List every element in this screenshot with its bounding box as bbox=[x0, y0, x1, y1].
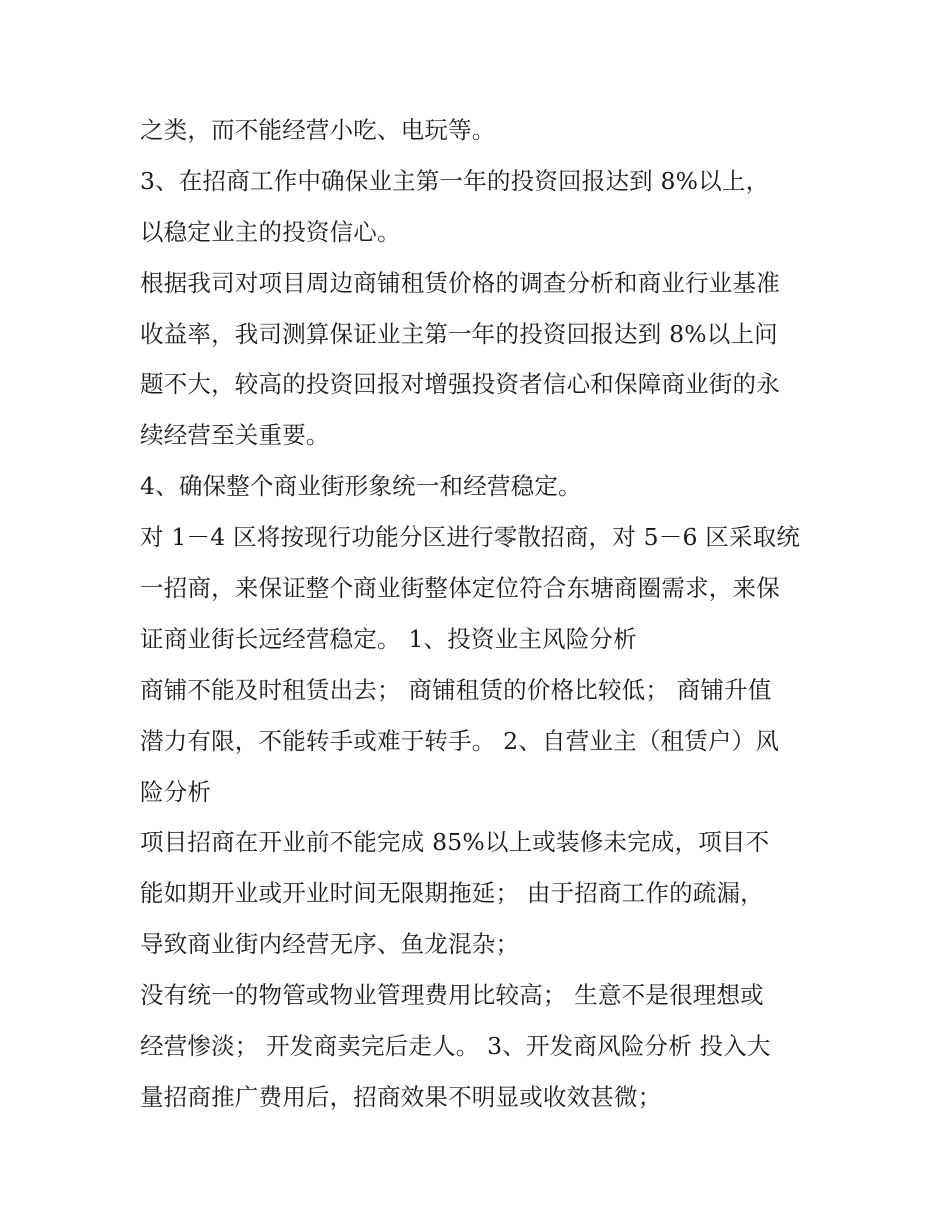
text-line: 以稳定业主的投资信心。 bbox=[140, 217, 401, 246]
text-line: 项目招商在开业前不能完成 85%以上或装修未完成，项目不 bbox=[140, 828, 770, 857]
text-line: 险分析 bbox=[140, 777, 212, 806]
text-line: 导致商业街内经营无序、鱼龙混杂； bbox=[140, 930, 520, 959]
text-line: 商铺不能及时租赁出去； 商铺租赁的价格比较低； 商铺升值 bbox=[140, 675, 772, 704]
text-line: 收益率，我司测算保证业主第一年的投资回报达到 8%以上问 bbox=[140, 319, 778, 348]
text-line: 经营惨淡； 开发商卖完后走人。 3、开发商风险分析 投入大 bbox=[140, 1032, 771, 1061]
text-line: 续经营至关重要。 bbox=[140, 421, 330, 450]
document-body bbox=[140, 105, 830, 1123]
text-line: 潜力有限，不能转手或难于转手。 2、自营业主（租赁户）风 bbox=[140, 726, 780, 755]
text-line: 量招商推广费用后，招商效果不明显或收效甚微； bbox=[140, 1082, 662, 1111]
text-line: 题不大，较高的投资回报对增强投资者信心和保障商业街的永 bbox=[140, 370, 780, 399]
text-line: 一招商，来保证整个商业街整体定位符合东塘商圈需求，来保 bbox=[140, 574, 780, 603]
text-line: 没有统一的物管或物业管理费用比较高； 生意不是很理想或 bbox=[140, 981, 764, 1010]
text-line: 4、确保整个商业街形象统一和经营稳定。 bbox=[140, 472, 582, 501]
text-line: 证商业街长远经营稳定。 1、投资业主风险分析 bbox=[140, 624, 637, 653]
text-line: 之类，而不能经营小吃、电玩等。 bbox=[140, 116, 496, 144]
text-line: 3、在招商工作中确保业主第一年的投资回报达到 8%以上， bbox=[140, 166, 770, 195]
text-line: 能如期开业或开业时间无限期拖延； 由于招商工作的疏漏， bbox=[140, 879, 764, 908]
text-line: 根据我司对项目周边商铺租赁价格的调查分析和商业行业基准 bbox=[140, 268, 780, 297]
text-line: 对 1－4 区将按现行功能分区进行零散招商，对 5－6 区采取统 bbox=[140, 523, 801, 552]
